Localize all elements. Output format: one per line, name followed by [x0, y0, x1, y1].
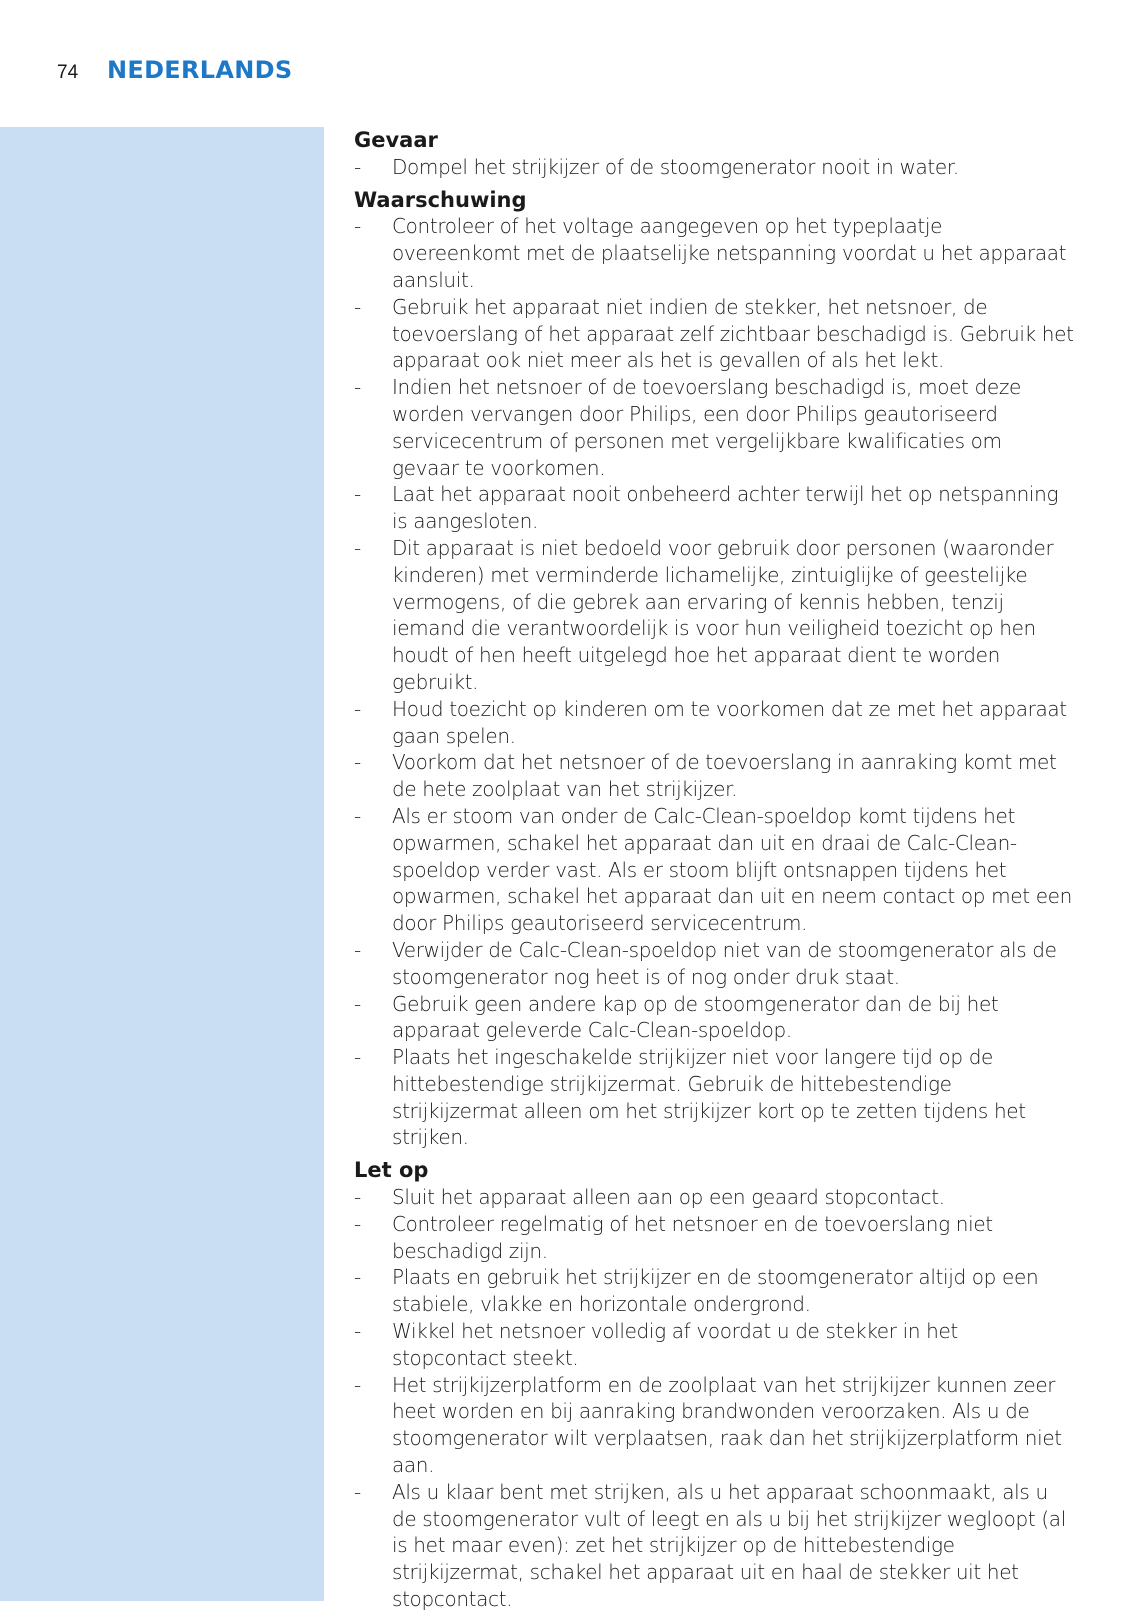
item-text: - Het strijkijzerplatform en de zoolplaat van het strijkijzer kunnen zeer heet worden en bij aanraking brandwonden veroorzaken. Als u de stoomgenerator wilt verplaatsen, raak dan het strijkijzerplatform niet aan. [392, 1372, 1062, 1478]
item-text: - Voorkom dat het netsnoer of de toevoerslang in aanraking komt met de hete zoolplaat van het strijkijzer. [392, 750, 1057, 802]
item-text: - Houd toezicht op kinderen om te voorkomen dat ze met het apparaat gaan spelen. [392, 696, 1067, 748]
item-text: - Plaats het ingeschakelde strijkijzer niet voor langere tijd op de hittebestendige strijkijzermat. Gebruik de hittebestendige strijkijzermat alleen om het strijkijzer kort op te zetten tijdens het strijken. [392, 1045, 1026, 1150]
item-text: - Indien het netsnoer of de toevoerslang beschadigd is, moet deze worden vervangen door Philips, een door Philips geautoriseerd servicecentrum of personen met vergelijkbare kwalificaties om gevaar te voorkomen. [392, 375, 1021, 480]
list-item [354, 1479, 1074, 1613]
section-waarschuwing [354, 187, 1074, 1152]
main-content [354, 127, 1074, 1619]
list-item [354, 1264, 1074, 1318]
section-let-op [354, 1157, 1074, 1613]
section-heading: Waarschuwing [354, 187, 527, 212]
list-item [354, 213, 1074, 293]
item-text: - Als er stoom van onder de Calc-Clean-spoeldop komt tijdens het opwarmen, schakel het apparaat dan uit en draai de Calc-Clean-spoeldop verder vast. Als er stoom blijft ontsnappen tijdens het opwarmen, schakel het apparaat dan uit en neem contact op met een door Philips geautoriseerd servicecentrum. [392, 803, 1072, 936]
item-text: - Sluit het apparaat alleen aan op een geaard stopcontact. [392, 1185, 945, 1210]
item-list [354, 213, 1074, 1151]
list-item [354, 374, 1074, 481]
item-text: - Plaats en gebruik het strijkijzer en de stoomgenerator altijd op een stabiele, vlakke en horizontale ondergrond. [392, 1265, 1039, 1317]
list-item [354, 1318, 1074, 1372]
list-item [354, 481, 1074, 535]
list-item [354, 1211, 1074, 1265]
list-item [354, 154, 1074, 181]
item-text: - Als u klaar bent met strijken, als u het apparaat schoonmaakt, als u de stoomgenerator vult of leegt en als u bij het strijkijzer wegloopt (al is het maar even): zet het strijkijzer op de hittebestendige strijkijzermat, schakel het apparaat uit en haal de stekker uit het stopcontact. [392, 1479, 1066, 1612]
item-text: - Wikkel het netsnoer volledig af voordat u de stekker in het stopcontact steekt. [392, 1319, 958, 1370]
list-item [354, 1044, 1074, 1151]
list-item [354, 749, 1074, 803]
section-gevaar [354, 127, 1074, 181]
section-heading: Let op [354, 1158, 429, 1183]
item-text: - Controleer regelmatig of het netsnoer en de toevoerslang niet beschadigd zijn. [392, 1211, 993, 1263]
item-text: - Dit apparaat is niet bedoeld voor gebruik door personen (waaronder kinderen) met verminderde lichamelijke, zintuiglijke of geestelijke vermogens, of die gebrek aan ervaring of kennis hebben, tenzij iemand die verantwoordelijk is voor hun veiligheid toezicht op hen houdt of hen heeft uitgelegd hoe het apparaat dient te worden gebruikt. [392, 535, 1054, 694]
list-item [354, 991, 1074, 1045]
list-item [354, 803, 1074, 937]
list-item [354, 1184, 1074, 1211]
item-text: - Dompel het strijkijzer of de stoomgenerator nooit in water. [392, 154, 959, 179]
item-text: - Gebruik geen andere kap op de stoomgenerator dan de bij het apparaat geleverde Calc-Clean-spoeldop. [392, 991, 999, 1043]
page-number: 74 [57, 62, 79, 83]
item-list [354, 1184, 1074, 1613]
list-item [354, 535, 1074, 696]
item-list [354, 154, 1074, 181]
item-text: - Laat het apparaat nooit onbeheerd achter terwijl het op netspanning is aangesloten. [392, 482, 1059, 534]
list-item [354, 294, 1074, 374]
item-text: - Controleer of het voltage aangegeven op het typeplaatje overeenkomt met de plaatselijke netspanning voordat u het apparaat aansluit. [392, 214, 1067, 292]
list-item [354, 937, 1074, 991]
sidebar-panel [0, 127, 324, 1601]
section-heading: Gevaar [354, 128, 438, 152]
item-text: - Gebruik het apparaat niet indien de stekker, het netsnoer, de toevoerslang of het apparaat zelf zichtbaar beschadigd is. Gebruik het apparaat ook niet meer als het is gevallen of als het lekt. [392, 294, 1074, 373]
list-item [354, 1372, 1074, 1479]
item-text: - Verwijder de Calc-Clean-spoeldop niet van de stoomgenerator als de stoomgenerator nog heet is of nog onder druk staat. [392, 937, 1057, 989]
list-item [354, 696, 1074, 750]
language-title: NEDERLANDS [107, 56, 293, 84]
